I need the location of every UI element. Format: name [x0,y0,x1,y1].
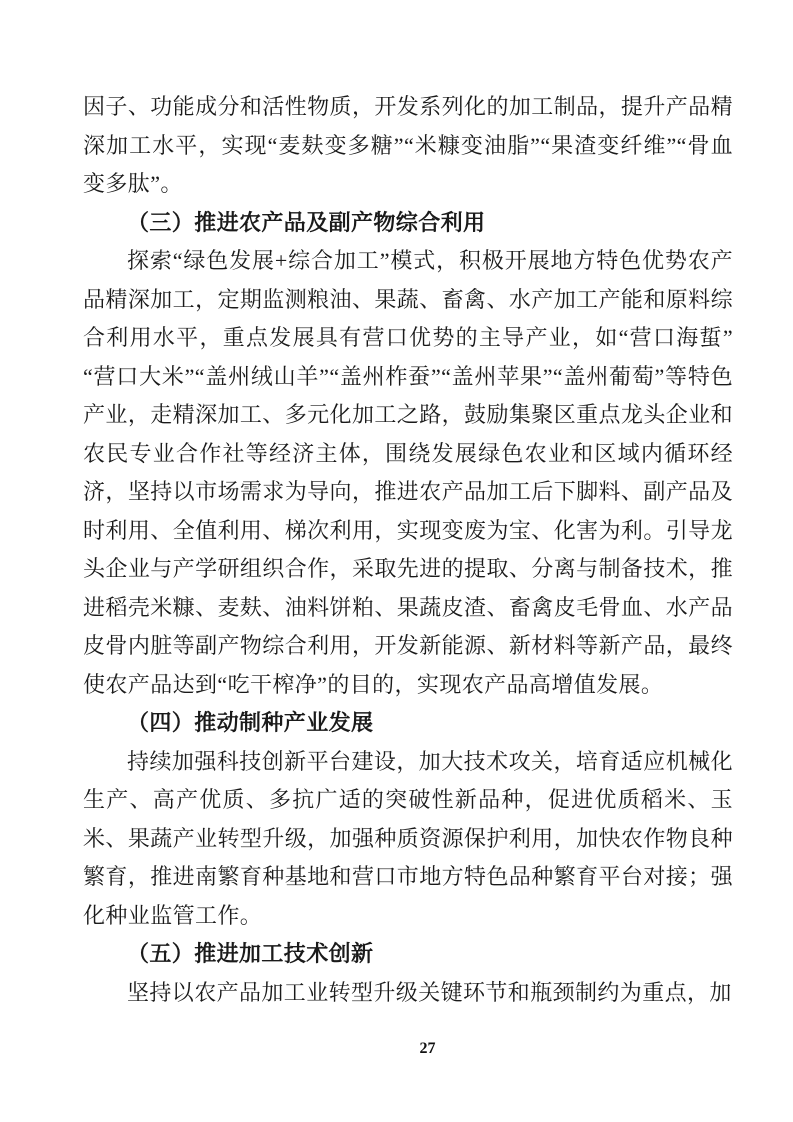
paragraph-continuation: 因子、功能成分和活性物质，开发系列化的加工制品，提升产品精深加工水平，实现“麦麸变多糖”“米糠变油脂”“果渣变纤维”“骨血变多肽”。 [83,94,733,196]
document-body [83,88,733,1012]
section-5-heading: （五）推进加工技术创新 [127,941,374,966]
section-4-heading: （四）推动制种产业发展 [127,710,374,735]
page-footer [0,1040,793,1058]
section-4-paragraph: 持续加强科技创新平台建设，加大技术攻关，培育适应机械化生产、高产优质、多抗广适的突破性新品种，促进优质稻米、玉米、果蔬产业转型升级，加强种质资源保护利用，加快农作物良种繁育，推进南繁育种基地和营口市地方特色品种繁育平台对接；强化种业监管工作。 [83,748,733,928]
section-3-paragraph: 探索“绿色发展+综合加工”模式，积极开展地方特色优势农产品精深加工，定期监测粮油、果蔬、畜禽、水产加工产能和原料综合利用水平，重点发展具有营口优势的主导产业，如“营口海蜇”“营口大米”“盖州绒山羊”“盖州柞蚕”“盖州苹果”“盖州葡萄”等特色产业，走精深加工、多元化加工之路，鼓励集聚区重点龙头企业和农民专业合作社等经济主体，围绕发展绿色农业和区域内循环经济，坚持以市场需求为导向，推进农产品加工后下脚料、副产品及时利用、全值利用、梯次利用，实现变废为宝、化害为利。引导龙头企业与产学研组织合作，采取先进的提取、分离与制备技术，推进稻壳米糠、麦麸、油料饼粕、果蔬皮渣、畜禽皮毛骨血、水产品皮骨内脏等副产物综合利用，开发新能源、新材料等新产品，最终使农产品达到“吃干榨净”的目的，实现农产品高增值发展。 [83,248,733,697]
page-number: 27 [419,1040,436,1057]
section-3-heading: （三）推进农产品及副产物综合利用 [127,209,486,235]
section-5-paragraph: 坚持以农产品加工业转型升级关键环节和瓶颈制约为重点，加 [127,979,732,1005]
